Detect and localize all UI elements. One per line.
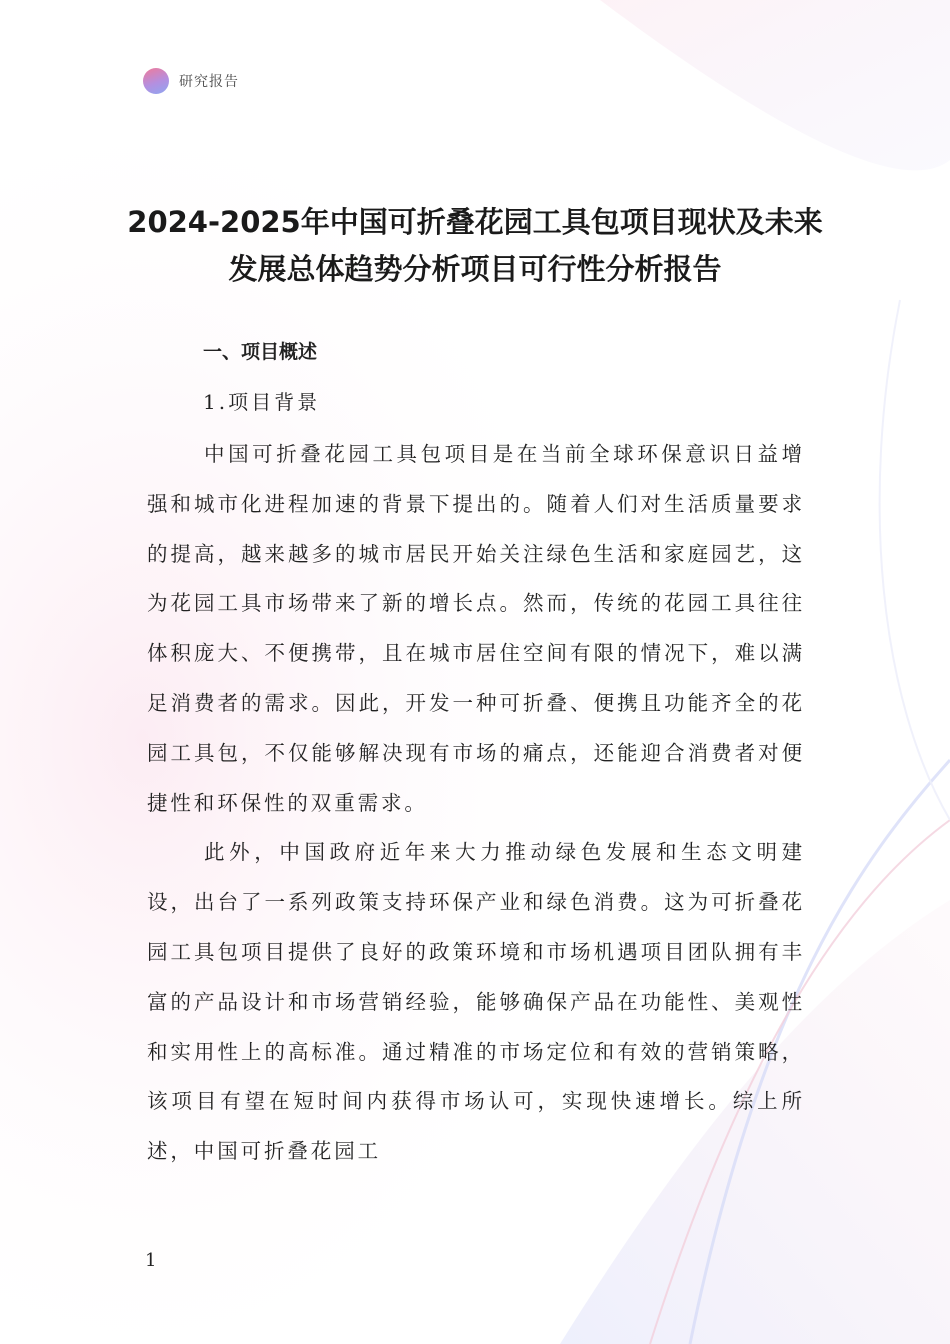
- paragraph: 中国可折叠花园工具包项目是在当前全球环保意识日益增强和城市化进程加速的背景下提出的。随着人们对生活质量要求的提高，越来越多的城市居民开始关注绿色生活和家庭园艺，这为花园工具市场带来了新的增长点。然而，传统的花园工具往往体积庞大、不便携带，且在城市居住空间有限的情况下，难以满足消费者的需求。因此，开发一种可折叠、便携且功能齐全的花园工具包，不仅能够解决现有市场的痛点，还能迎合消费者对便捷性和环保性的双重需求。: [147, 442, 805, 815]
- paragraph: 此外，中国政府近年来大力推动绿色发展和生态文明建设，出台了一系列政策支持环保产业和绿色消费。这为可折叠花园工具包项目提供了良好的政策环境和市场机遇项目团队拥有丰富的产品设计和市场营销经验，能够确保产品在功能性、美观性和实用性上的高标准。通过精准的市场定位和有效的营销策略，该项目有望在短时间内获得市场认可，实现快速增长。综上所述，中国可折叠花园工: [147, 840, 805, 1164]
- document-body: [147, 332, 805, 1177]
- logo-icon: [143, 68, 169, 94]
- page-header: [143, 66, 239, 96]
- document-title: 2024-2025年中国可折叠花园工具包项目现状及未来发展总体趋势分析项目可行性分析报告: [127, 205, 823, 287]
- header-label: 研究报告: [179, 74, 239, 90]
- sub-heading: 1.项目背景: [203, 390, 321, 414]
- section-heading: 一、项目概述: [203, 341, 318, 363]
- page-number: 1: [145, 1250, 157, 1271]
